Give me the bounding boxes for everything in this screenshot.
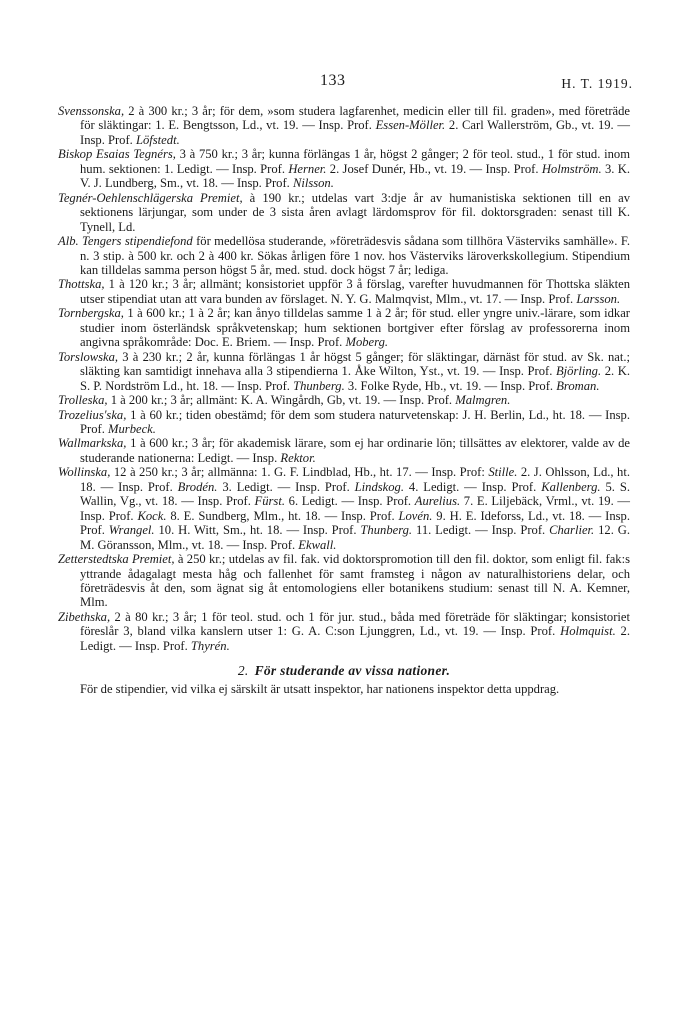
stipend-name: Trolleska, — [58, 393, 108, 408]
entry-text: 11. Ledigt. — Insp. Prof. — [412, 523, 550, 538]
stipend-name: Tornbergska, — [58, 306, 124, 321]
entry-text: 3 à 750 kr.; 3 år; kunna förlängas 1 år, högst 2 gånger; 2 för teol. stud., 1 för stud. inom hum. sektionen: 1. Ledigt. — Insp. Prof. — [80, 147, 630, 176]
entry-text: 6. Ledigt. — Insp. Prof. — [284, 494, 415, 509]
inspector-name: Björling. — [555, 364, 602, 379]
stipend-entry — [58, 436, 630, 465]
entry-text: 8. E. Sundberg, Mlm., ht. 18. — Insp. Prof. — [166, 508, 399, 523]
inspector-name: Löfstedt. — [135, 132, 180, 147]
stipend-name: Biskop Esaias Tegnérs, — [58, 147, 176, 162]
entry-text: 1 à 60 kr.; tiden obestämd; för dem som studera naturvetenskap: J. H. Berlin, Ld., ht. 18. — Insp. Prof. — [80, 407, 630, 436]
inspector-name: Larsson. — [576, 291, 621, 306]
entry-text: 3. Folke Ryde, Hb., vt. 19. — Insp. Prof. — [344, 378, 557, 393]
stipend-entry — [58, 610, 630, 653]
stipend-name: Trozelius'ska, — [58, 407, 127, 422]
inspector-name: Broman. — [556, 378, 600, 393]
stipend-entry — [58, 104, 630, 147]
inspector-name: Moberg. — [345, 335, 389, 350]
stipend-entry — [58, 306, 630, 349]
running-header: H. T. 1919. — [561, 76, 633, 91]
inspector-name: Murbeck. — [108, 421, 156, 436]
entry-text: 1 à 600 kr.; 1 à 2 år; kan ånyo tilldelas samme 1 à 2 år; för stud. eller yngre univ.-lärare, som idkar studier inom österländsk språkvetenskap; hum sektionen bortgiver efter förslag av professorerna inom angivna språkområde: Doc. E. Briem. — Insp. Prof. — [80, 306, 630, 350]
entry-text: 2. Josef Dunér, Hb., vt. 19. — Insp. Prof. — [326, 161, 542, 176]
entry-text: 4. Ledigt. — Insp. Prof. — [403, 479, 542, 494]
inspector-name: Lovén. — [398, 508, 433, 523]
inspector-name: Ekwall. — [298, 537, 337, 552]
stipend-entry — [58, 465, 630, 552]
stipend-entry — [58, 350, 630, 393]
inspector-name: Wrangel. — [108, 523, 155, 538]
entry-text: 9. H. E. Ideforss, Ld., vt. 18. — Insp. Prof. — [80, 508, 630, 538]
entry-text: à 250 kr.; utdelas av fil. fak. vid doktorspromotion till den fil. doktor, som enligt fil. fak:s yttrande ådagalagt mesta håg och fallenhet för samt framsteg i någon av naturalhistoriens delar, och företrädesvis åt den, som ägnat sig åt entomologiens eller botanikens studium: senast till N. A. Kemner, Mlm. — [80, 552, 630, 610]
inspector-name: Kock. — [137, 508, 167, 523]
entry-text: 2 à 300 kr.; 3 år; för dem, »som studera lagfarenhet, medicin eller till fil. graden», med företräde för släktingar: 1. E. Bengtsson, Ld., vt. 19. — Insp. Prof. — [80, 104, 630, 133]
entry-text: à 190 kr.; utdelas vart 3:dje år av humanistiska sektionen till en av sektionens lärjungar, som under de 3 sista åren avlagt lärdomsprov för fil. doktorsgraden: senast till K. Tynell, Ld. — [80, 190, 631, 234]
section-heading — [58, 664, 630, 678]
inspector-name: Stille. — [488, 465, 518, 480]
stipend-name: Wollinska, — [58, 465, 111, 480]
stipend-entry — [58, 408, 630, 437]
inspector-name: Brodén. — [177, 479, 218, 494]
entry-text: 5. S. Wallin, Vg., vt. 18. — Insp. Prof. — [80, 479, 630, 509]
entry-text: 3. Ledigt. — Insp. Prof. — [217, 479, 355, 494]
stipend-entry — [58, 191, 630, 234]
inspector-name: Nilsson. — [292, 176, 334, 191]
entry-text: 1 à 200 kr.; 3 år; allmänt: K. A. Wingårdh, Gb, vt. 19. — Insp. Prof. — [107, 393, 456, 408]
inspector-name: Aurelius. — [414, 494, 461, 509]
entry-text: 2. K. S. P. Nordström Ld., ht. 18. — Insp. Prof. — [80, 364, 630, 393]
stipend-name: Svenssonska, — [58, 104, 125, 118]
stipend-entry — [58, 147, 630, 190]
stipend-entry — [58, 393, 630, 407]
inspector-name: Essen-Möller. — [375, 118, 446, 133]
page-number: 133 — [320, 72, 346, 89]
stipend-list — [58, 104, 630, 653]
entry-text: 2. Carl Wallerström, Gb., vt. 19. — Insp. Prof. — [80, 118, 630, 147]
section-number: 2. — [237, 663, 249, 679]
entry-text: 2. Ledigt. — Insp. Prof. — [80, 624, 631, 653]
inspector-name: Rektor. — [280, 450, 316, 465]
inspector-name: Malmgren. — [455, 393, 511, 408]
entry-text: 2. J. Ohlsson, Ld., ht. 18. — Insp. Prof. — [80, 465, 630, 494]
inspector-name: Holmström. — [541, 161, 602, 176]
entry-text: 3 à 230 kr.; 2 år, kunna förlängas 1 år högst 5 gånger; för släktingar, därnäst för stud. av Sk. nat.; släkting kan samtidigt innehava alla 3 stipendierna 1. Åke Wilton, Yst., vt. 19. — Insp. Prof. — [80, 349, 630, 379]
entry-text: 1 à 120 kr.; 3 år; allmänt; konsistoriet uppför 3 å förslag, varefter huvudmannen för Thottska släkten utser stipendiat utan att vara bunden av förslaget. N. Y. G. Malmqvist, Mlm., vt. 17. — Insp. Prof. — [80, 277, 630, 306]
stipend-name: Torslowska, — [58, 349, 119, 364]
stipend-name: Wallmarkska, — [58, 436, 127, 451]
stipend-entry — [58, 552, 630, 610]
entry-text: 2 à 80 kr.; 3 år; 1 för teol. stud. och 1 för jur. stud., båda med företräde för släktingar; konsistoriet föreslår 3, bland vilka kanslern utser 1: G. A. C:son Ljunggren, Ld., vt. 19. — Insp. Prof. — [80, 609, 630, 639]
entry-text: 12. G. M. Göransson, Mlm., vt. 18. — Insp. Prof. — [80, 523, 630, 552]
entry-text: 1 à 600 kr.; 3 år; för akademisk lärare, som ej har ordinarie lön; tillsättes av elektorer, valde av de studerande nationerna: Ledigt. — Insp. — [80, 436, 630, 465]
stipend-name: Tegnér-Oehlenschlägerska Premiet, — [58, 190, 243, 205]
section-text: För de stipendier, vid vilka ej särskilt är utsatt inspektor, har nationens inspektor detta uppdrag. — [80, 681, 560, 696]
stipend-entry — [58, 234, 630, 277]
entry-text: 10. H. Witt, Sm., ht. 18. — Insp. Prof. — [154, 523, 361, 538]
inspector-name: Thunberg. — [360, 523, 413, 538]
entry-text: 7. E. Liljebäck, Vrml., vt. 19. — Insp. Prof. — [80, 494, 630, 523]
body-text — [58, 104, 630, 696]
section-title: För studerande av vissa nationer. — [254, 663, 451, 679]
inspector-name: Thyrén. — [190, 638, 230, 653]
inspector-name: Fürst. — [254, 494, 285, 509]
inspector-name: Thunberg. — [293, 378, 345, 393]
stipend-entry — [58, 277, 630, 306]
inspector-name: Herner. — [288, 161, 327, 176]
entry-text: för medellösa studerande, »företrädesvis sådana som tillhöra Västerviks samhälle». F. n. 3 stip. à 500 kr. och 2 à 400 kr. Sökas årligen före 1 nov. hos Västerviks läroverkskollegium. Stipendium kan tilldelas samma person högst 5 år, med. stud. dock högst 7 år; lediga. — [80, 234, 630, 277]
inspector-name: Charlier. — [549, 523, 595, 538]
stipend-name: Alb. Tengers stipendiefond — [58, 234, 193, 249]
inspector-name: Holmquist. — [560, 624, 616, 639]
stipend-name: Zetterstedtska Premiet, — [58, 552, 175, 567]
entry-text: 12 à 250 kr.; 3 år; allmänna: 1. G. F. Lindblad, Hb., ht. 17. — Insp. Prof: — [110, 465, 489, 480]
stipend-name: Zibethska, — [58, 609, 111, 624]
stipend-name: Thottska, — [58, 277, 105, 292]
inspector-name: Kallenberg. — [541, 479, 601, 494]
entry-text: 3. K. V. J. Lundberg, Sm., vt. 18. — Insp. Prof. — [80, 161, 630, 191]
inspector-name: Lindskog. — [354, 479, 404, 494]
